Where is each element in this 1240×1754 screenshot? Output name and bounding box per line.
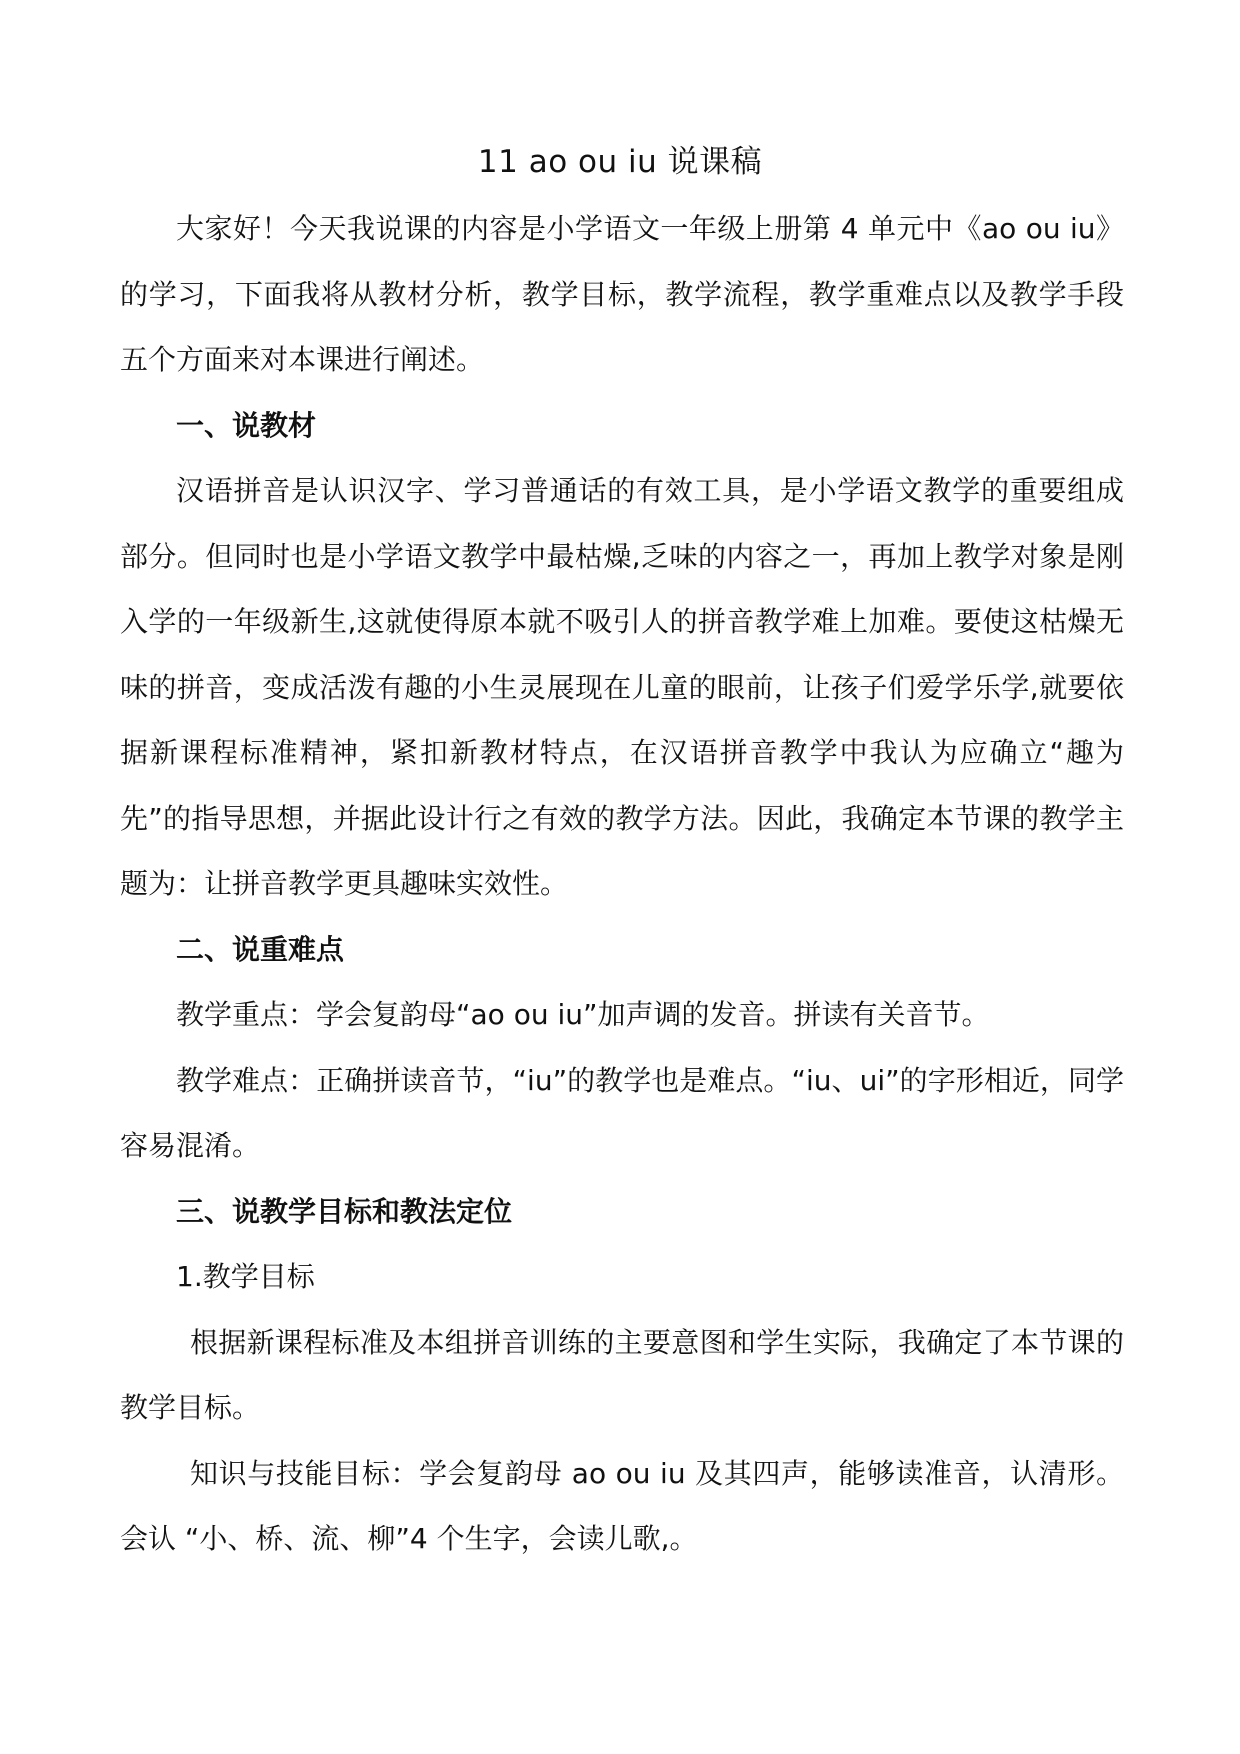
skill-objectives-paragraph: 知识与技能目标：学会复韵母 ao ou iu 及其四声，能够读准音，认清形。会认 “小、桥、流、柳”4 个生字，会读儿歌,。 [120, 1456, 1124, 1555]
section-paragraph-textbook: 汉语拼音是认识汉字、学习普通话的有效工具，是小学语文教学的重要组成部分。但同时也是小学语文教学中最枯燥,乏味的内容之一，再加上教学对象是刚入学的一年级新生,这就使得原本就不吸引人的拼音教学难上加难。要使这枯燥无味的拼音，变成活泼有趣的小生灵展现在儿童的眼前，让孩子们爱学乐学,就要依据新课程标准精神，紧扣新教材特点，在汉语拼音教学中我认为应确立“趣为先”的指导思想，并据此设计行之有效的教学方法。因此，我确定本节课的教学主题为：让拼音教学更具趣味实效性。 [120, 474, 1124, 900]
section-heading-key-difficult: 二、说重难点 [176, 932, 345, 966]
difficulty-paragraph: 教学难点：正确拼读音节，“iu”的教学也是难点。“iu、ui”的字形相近，同学容易混淆。 [120, 1063, 1124, 1162]
document-body [120, 196, 1124, 1572]
section-heading-textbook: 一、说教材 [176, 408, 317, 442]
subheading-objectives: 1.教学目标 [176, 1260, 315, 1293]
key-point-paragraph: 教学重点：学会复韵母“ao ou iu”加声调的发音。拼读有关音节。 [176, 998, 990, 1031]
intro-paragraph: 大家好！今天我说课的内容是小学语文一年级上册第 4 单元中《ao ou iu》的学习，下面我将从教材分析，教学目标，教学流程，教学重难点以及教学手段五个方面来对本课进行阐述。 [120, 212, 1124, 376]
section-heading-objectives: 三、说教学目标和教法定位 [176, 1194, 513, 1228]
objectives-paragraph: 根据新课程标准及本组拼音训练的主要意图和学生实际，我确定了本节课的教学目标。 [120, 1325, 1124, 1424]
document-title: 11 ao ou iu 说课稿 [477, 144, 763, 180]
